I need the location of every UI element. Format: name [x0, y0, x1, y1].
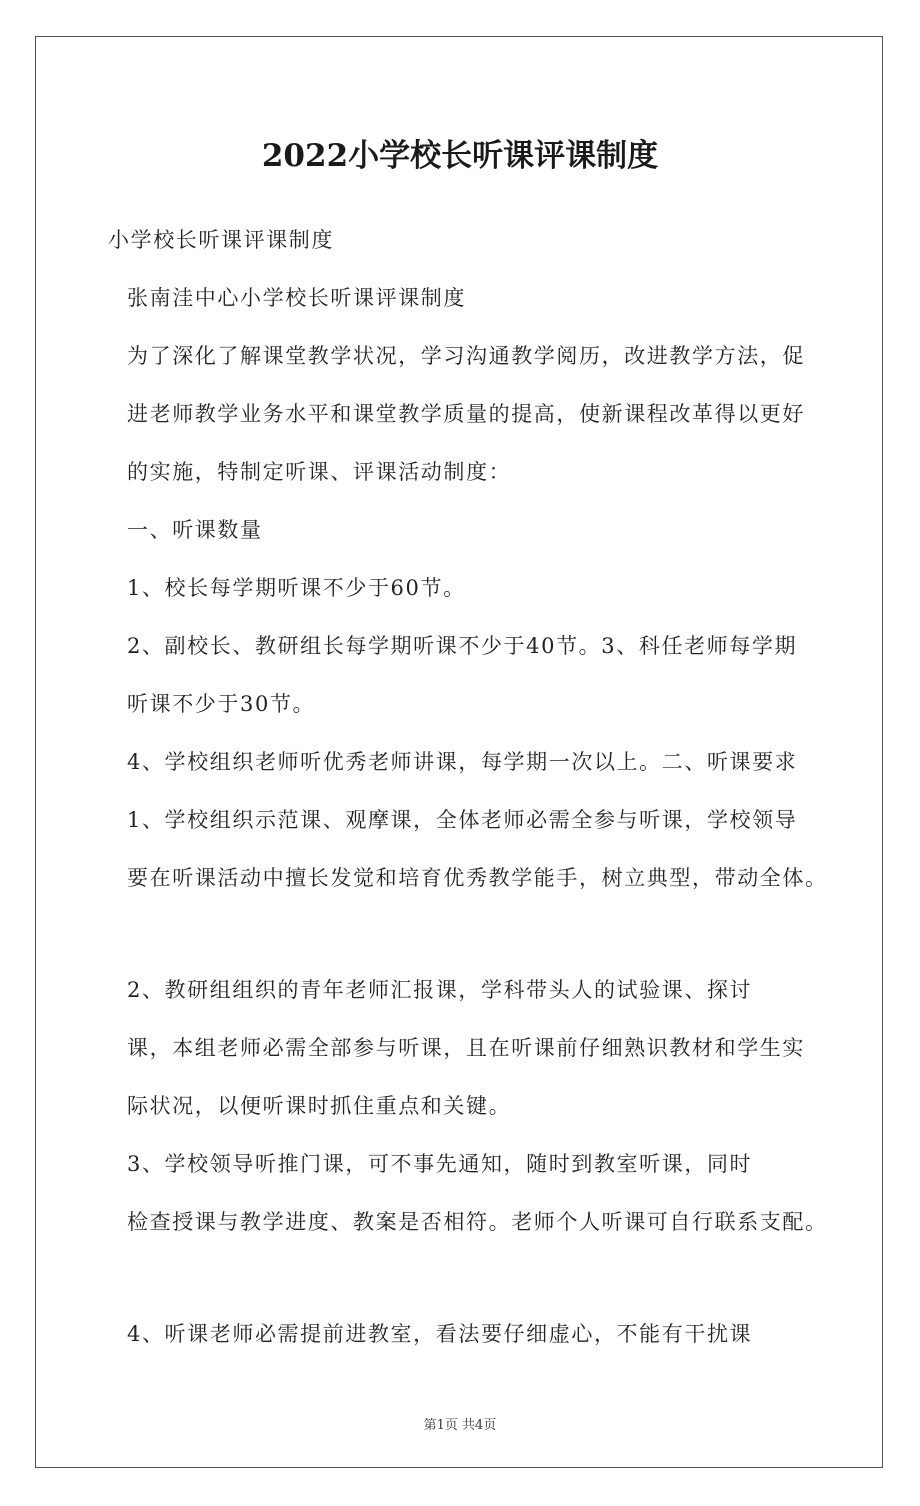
paragraph-line: 4、听课老师必需提前进教室，看法要仔细虚心，不能有干扰课 [127, 1322, 753, 1346]
paragraph-line: 检查授课与教学进度、教案是否相符。老师个人听课可自行联系支配。 [127, 1210, 828, 1234]
paragraph-line: 际状况，以便听课时抓住重点和关键。 [127, 1094, 512, 1118]
paragraph-line: 1、校长每学期听课不少于60节。 [127, 576, 466, 600]
paragraph-line: 的实施，特制定听课、评课活动制度： [127, 460, 512, 484]
paragraph-line: 4、学校组织老师听优秀老师讲课，每学期一次以上。二、听课要求 [127, 750, 798, 774]
paragraph-line: 为了深化了解课堂教学状况，学习沟通教学阅历，改进教学方法，促 [127, 344, 805, 368]
paragraph-line: 听课不少于30节。 [127, 692, 316, 716]
section-heading: 一、听课数量 [127, 518, 263, 542]
paragraph-line: 课，本组老师必需全部参与听课，且在听课前仔细熟识教材和学生实 [127, 1036, 805, 1060]
paragraph-line: 2、教研组组织的青年老师汇报课，学科带头人的试验课、探讨 [127, 978, 753, 1002]
page-footer: 第1页 共4页 [423, 1418, 497, 1433]
paragraph-line: 2、副校长、教研组长每学期听课不少于40节。3、科任老师每学期 [127, 634, 798, 658]
school-name-line: 张南洼中心小学校长听课评课制度 [127, 286, 466, 310]
document-title: 2022小学校长听课评课制度 [261, 138, 659, 174]
paragraph-line: 3、学校领导听推门课，可不事先通知，随时到教室听课，同时 [127, 1152, 753, 1176]
subtitle-line: 小学校长听课评课制度 [108, 228, 334, 252]
paragraph-line: 1、学校组织示范课、观摩课，全体老师必需全参与听课，学校领导 [127, 808, 798, 832]
paragraph-line: 要在听课活动中擅长发觉和培育优秀教学能手，树立典型，带动全体。 [127, 866, 828, 890]
paragraph-line: 进老师教学业务水平和课堂教学质量的提高，使新课程改革得以更好 [127, 402, 805, 426]
